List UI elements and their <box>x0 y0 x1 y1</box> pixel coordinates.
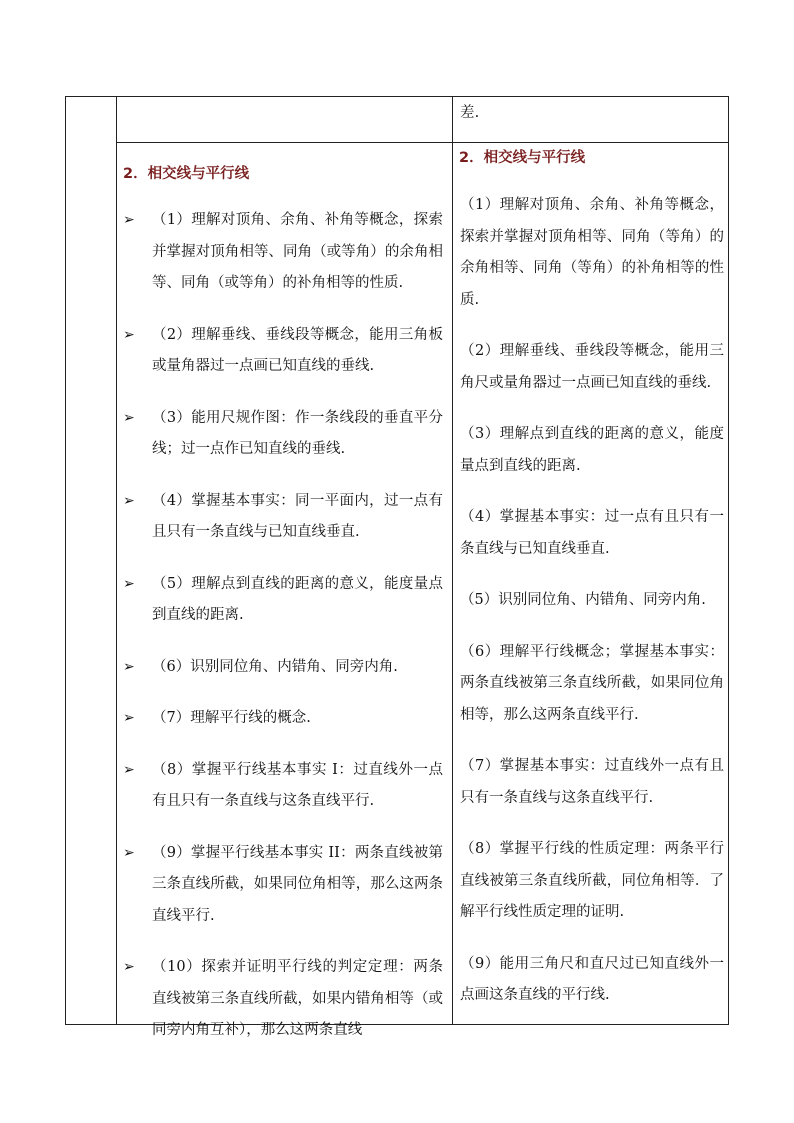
list-item <box>123 755 443 818</box>
arrow-bullet-icon: ➢ <box>123 326 135 343</box>
right-section-heading: 2．相交线与平行线 <box>459 150 586 166</box>
arrow-bullet-icon: ➢ <box>123 710 135 726</box>
left-section-heading: 2．相交线与平行线 <box>123 166 250 182</box>
left-objectives-list <box>123 205 443 1067</box>
arrow-bullet-icon: ➢ <box>123 761 135 778</box>
list-item: （4）掌握基本事实：过一点有且只有一条直线与已知直线垂直. <box>460 509 724 557</box>
list-item: （7）掌握基本事实：过直线外一点有且只有一条直线与这条直线平行. <box>460 758 724 806</box>
list-item: （6）理解平行线概念；掌握基本事实：两条直线被第三条直线所截，如果同位角相等，那么这两条直线平行. <box>460 643 724 723</box>
left-item-text: （9）掌握平行线基本事实 II：两条直线被第三条直线所截，如果同位角相等，那么这两条直线平行. <box>152 844 443 924</box>
list-item <box>123 952 443 1047</box>
list-item <box>123 403 443 466</box>
left-item-text: （3）能用尺规作图：作一条线段的垂直平分线；过一点作已知直线的垂线. <box>152 409 443 457</box>
list-item <box>123 838 443 933</box>
list-item <box>123 320 443 383</box>
arrow-bullet-icon: ➢ <box>123 492 135 509</box>
arrow-bullet-icon: ➢ <box>123 575 135 592</box>
left-item-text: （8）掌握平行线基本事实 I：过直线外一点有且只有一条直线与这条直线平行. <box>152 761 443 809</box>
list-item <box>123 703 443 735</box>
left-item-text: （5）理解点到直线的距离的意义，能度量点到直线的距离. <box>152 575 443 623</box>
list-item: （3）理解点到直线的距离的意义，能度量点到直线的距离. <box>460 426 724 474</box>
arrow-bullet-icon: ➢ <box>123 212 135 228</box>
table-column-divider-left <box>116 96 117 1025</box>
list-item: （1）理解对顶角、余角、补角等概念，探索并掌握对顶角相等、同角（等角）的余角相等、同角（等角）的补角相等的性质. <box>460 197 724 308</box>
arrow-bullet-icon: ➢ <box>123 844 135 861</box>
arrow-bullet-icon: ➢ <box>123 658 135 675</box>
left-item-text: （1）理解对顶角、余角、补角等概念，探索并掌握对顶角相等、同角（或等角）的余角相等、同角（或等角）的补角相等的性质. <box>152 212 443 291</box>
arrow-bullet-icon: ➢ <box>123 959 135 975</box>
right-objectives-list <box>460 190 724 1032</box>
left-item-text: （6）识别同位角、内错角、同旁内角. <box>152 658 398 675</box>
left-item-text: （2）理解垂线、垂线段等概念，能用三角板或量角器过一点画已知直线的垂线. <box>152 326 443 374</box>
top-right-cell-text: 差. <box>460 105 480 121</box>
left-item-text: （10）探索并证明平行线的判定定理：两条直线被第三条直线所截，如果内错角相等（或同旁内角互补），那么这两条直线 <box>152 959 443 1038</box>
table-row-divider <box>116 142 729 143</box>
list-item <box>123 569 443 632</box>
list-item: （5）识别同位角、内错角、同旁内角. <box>460 592 706 608</box>
left-item-text: （4）掌握基本事实：同一平面内，过一点有且只有一条直线与已知直线垂直. <box>152 492 443 540</box>
list-item: （9）能用三角尺和直尺过已知直线外一点画这条直线的平行线. <box>460 955 724 1003</box>
table-column-divider-right <box>452 96 453 1025</box>
list-item: （8）掌握平行线的性质定理：两条平行直线被第三条直线所截，同位角相等．了解平行线性质定理的证明. <box>460 841 724 920</box>
list-item <box>123 652 443 684</box>
list-item: （2）理解垂线、垂线段等概念，能用三角尺或量角器过一点画已知直线的垂线. <box>460 343 724 391</box>
list-item <box>123 205 443 300</box>
arrow-bullet-icon: ➢ <box>123 409 135 426</box>
left-item-text: （7）理解平行线的概念. <box>152 710 311 726</box>
list-item <box>123 486 443 549</box>
